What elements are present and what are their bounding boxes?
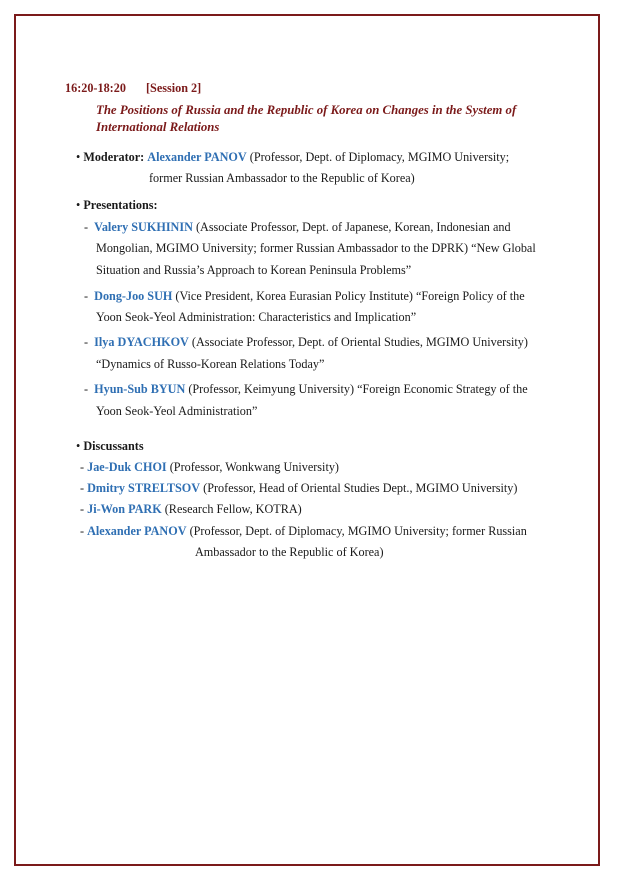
discussant-affiliation: (Professor, Dept. of Diplomacy, MGIMO University; former Russian — [189, 524, 527, 538]
discussants-heading-row — [76, 438, 144, 454]
session-time: 16:20-18:20 — [65, 81, 126, 95]
presentation-item — [84, 288, 525, 304]
presentation-text: (Associate Professor, Dept. of Oriental Studies, MGIMO University) — [191, 335, 528, 349]
discussant-affiliation: (Research Fellow, KOTRA) — [164, 502, 302, 516]
presenter-name: Valery SUKHININ — [94, 220, 193, 234]
bullet: • — [76, 150, 81, 164]
presentation-item — [84, 334, 528, 350]
presentation-text-cont: “Dynamics of Russo-Korean Relations Today” — [96, 357, 325, 371]
discussant-name: Dmitry STRELTSOV — [87, 481, 201, 495]
moderator-entry — [76, 149, 509, 165]
dash: - — [84, 335, 89, 349]
discussant-item — [80, 459, 339, 475]
presentations-heading-row — [76, 197, 158, 213]
bullet: • — [76, 198, 81, 212]
discussant-name: Ji-Won PARK — [87, 502, 162, 516]
dash: - — [80, 460, 85, 474]
presentation-text: (Professor, Keimyung University) “Foreign Economic Strategy of the — [188, 382, 528, 396]
dash: - — [80, 502, 85, 516]
dash: - — [80, 481, 85, 495]
discussant-affiliation: (Professor, Wonkwang University) — [169, 460, 339, 474]
presenter-name: Dong-Joo SUH — [94, 289, 173, 303]
discussant-item — [80, 501, 302, 517]
presentations-heading: Presentations: — [83, 198, 158, 212]
discussant-name: Jae-Duk CHOI — [87, 460, 167, 474]
presenter-name: Ilya DYACHKOV — [94, 335, 189, 349]
presentation-text: (Associate Professor, Dept. of Japanese, Korean, Indonesian and — [195, 220, 511, 234]
presentation-text-cont: Yoon Seok-Yeol Administration” — [96, 404, 258, 418]
dash: - — [84, 382, 89, 396]
dash: - — [80, 524, 85, 538]
moderator-heading: Moderator: — [83, 150, 145, 164]
presentation-text: (Vice President, Korea Eurasian Policy Institute) “Foreign Policy of the — [175, 289, 525, 303]
discussant-affiliation-cont: Ambassador to the Republic of Korea) — [195, 545, 384, 559]
discussant-item — [80, 480, 517, 496]
presentation-text-cont: Yoon Seok-Yeol Administration: Characteristics and Implication” — [96, 310, 417, 324]
presenter-name: Hyun-Sub BYUN — [94, 382, 186, 396]
dash: - — [84, 289, 89, 303]
session-label: [Session 2] — [146, 81, 202, 95]
session-title-line2: International Relations — [96, 120, 220, 134]
dash: - — [84, 220, 89, 234]
moderator-name: Alexander PANOV — [147, 150, 247, 164]
presentation-item — [84, 219, 511, 235]
presentation-text-cont: Mongolian, MGIMO University; former Russian Ambassador to the DPRK) “New Global — [96, 241, 536, 255]
discussant-affiliation: (Professor, Head of Oriental Studies Dept., MGIMO University) — [203, 481, 518, 495]
discussant-item — [80, 523, 527, 539]
discussant-name: Alexander PANOV — [87, 524, 187, 538]
presentation-item — [84, 381, 528, 397]
bullet: • — [76, 439, 81, 453]
moderator-affiliation: (Professor, Dept. of Diplomacy, MGIMO University; — [249, 150, 510, 164]
session-title-line1: The Positions of Russia and the Republic of Korea on Changes in the System of — [96, 103, 517, 117]
moderator-affiliation-cont: former Russian Ambassador to the Republic of Korea) — [149, 171, 415, 185]
discussants-heading: Discussants — [83, 439, 144, 453]
presentation-text-cont: Situation and Russia’s Approach to Korean Peninsula Problems” — [96, 263, 412, 277]
